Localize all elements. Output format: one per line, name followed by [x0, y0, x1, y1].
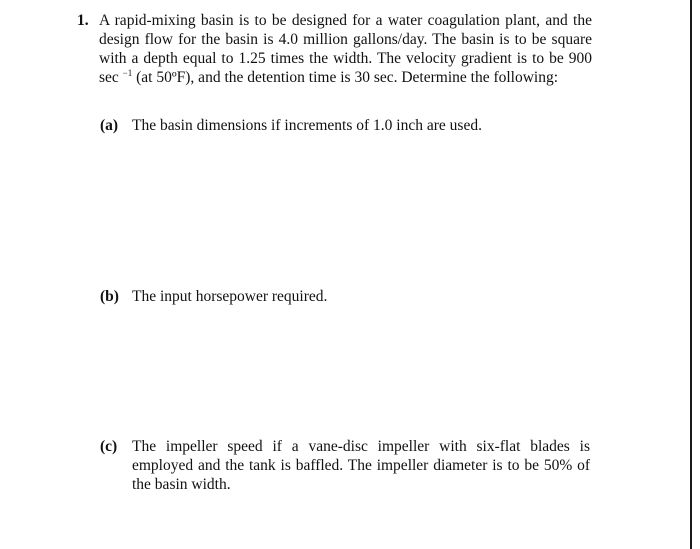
- part-b: [100, 287, 590, 306]
- part-a-label: (a): [100, 117, 119, 134]
- part-c-text: The impeller speed if a vane-disc impeller with six-flat blades is employed and the tank is baffled. The impeller diameter is to be 50% of the basin width.: [132, 438, 590, 493]
- part-c-label: (c): [100, 438, 118, 455]
- superscript-exponent: −1: [122, 68, 133, 78]
- problem-number: 1.: [77, 12, 89, 29]
- right-border-line: [690, 0, 692, 549]
- part-a-text: The basin dimensions if increments of 1.0 inch are used.: [132, 117, 482, 134]
- part-b-label: (b): [100, 288, 119, 305]
- problem-statement: [99, 11, 592, 87]
- part-c: [100, 437, 590, 494]
- problem-text-continued: (at 50ºF), and the detention time is 30 sec. Determine the following:: [132, 69, 559, 86]
- part-b-text: The input horsepower required.: [132, 288, 328, 305]
- problem-text-main: A rapid-mixing basin is to be designed for a water coagulation plant, and the design flow for the basin is 4.0 million gallons/day. The basin is to be square with a depth equal to 1.25 times the width. The velocity gradient is to be 900 sec: [99, 12, 592, 86]
- part-a: [100, 116, 590, 135]
- problem-1: [77, 11, 592, 87]
